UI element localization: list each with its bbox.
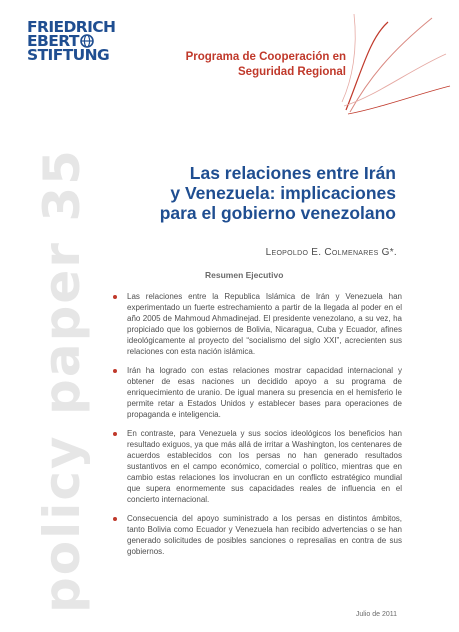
logo-line-3: STIFTUNG bbox=[27, 46, 110, 64]
bullet-dot-icon bbox=[113, 295, 117, 299]
policy-paper-series-label: policy paper 35 bbox=[33, 148, 91, 613]
title-line-1: Las relaciones entre Irán bbox=[189, 163, 396, 183]
globe-icon bbox=[80, 34, 94, 48]
summary-bullet-2 bbox=[112, 365, 402, 420]
logo-line-2 bbox=[27, 34, 137, 48]
bullet-dot-icon bbox=[113, 517, 117, 521]
logo-line-1: FRIEDRICH bbox=[27, 18, 116, 36]
bullet-dot-icon bbox=[113, 432, 117, 436]
program-line-1: Programa de Cooperación en bbox=[185, 51, 346, 63]
summary-bullet-text: Irán ha logrado con estas relaciones mostrar capacidad internacional y obtener de esas naciones un decidido apoyo a su programa de enriquecimiento de uranio. De igual manera su presencia en el hemisferio le permite retar a Estados Unidos y establecer bases para operaciones de propaganda e inteligencia. bbox=[127, 366, 402, 419]
document-title bbox=[110, 163, 396, 223]
swoosh-graphic bbox=[340, 10, 452, 120]
bullet-dot-icon bbox=[113, 369, 117, 373]
program-name bbox=[160, 50, 346, 80]
title-line-3: para el gobierno venezolano bbox=[159, 203, 396, 223]
summary-bullet-1 bbox=[112, 291, 402, 357]
summary-heading: Resumen Ejecutivo bbox=[205, 270, 284, 280]
summary-bullet-text: Consecuencia del apoyo suministrado a los persas en distintos ámbitos, tanto Bolivia como Ecuador y Venezuela han recibido advertencias o se han generado solicitudes de posibles sanciones o represalias en contra de sus gobiernos. bbox=[127, 514, 402, 556]
title-line-2: y Venezuela: implicaciones bbox=[170, 183, 396, 203]
summary-bullet-text: En contraste, para Venezuela y sus socios ideológicos los beneficios han resultado exiguos, ya que más allá de irritar a Washington, los centenares de acuerdos establecidos con los persas no han generado resultados sustantivos en el campo económico, comercial o político, mientras que en cambio estas relaciones los involucran en un conflicto estratégico mundial que supera enormemente sus capacidades reales de influencia en el concierto internacional. bbox=[127, 429, 402, 504]
publication-date: Julio de 2011 bbox=[355, 611, 397, 618]
author-name: Leopoldo E. Colmenares G*. bbox=[265, 247, 397, 258]
fes-logo bbox=[27, 20, 137, 62]
summary-bullet-list bbox=[112, 291, 402, 565]
program-line-2: Seguridad Regional bbox=[238, 66, 346, 78]
logo-line-2-text: EBERT bbox=[27, 32, 79, 50]
summary-bullet-4 bbox=[112, 513, 402, 557]
summary-bullet-text: Las relaciones entre la Republica Islámica de Irán y Venezuela han experimentado un fuerte estrechamiento a partir de la llegada al poder en el año 2005 de Mahmoud Ahmadinejad. El presidente venezolano, a su vez, ha propiciado que los gobiernos de Bolivia, Nicaragua, Cuba y Ecuador, afines ideológicamente al proyecto del “socialismo del siglo XXI”, acrecienten sus relaciones con esta nación islámica. bbox=[127, 292, 402, 356]
summary-bullet-3 bbox=[112, 428, 402, 505]
